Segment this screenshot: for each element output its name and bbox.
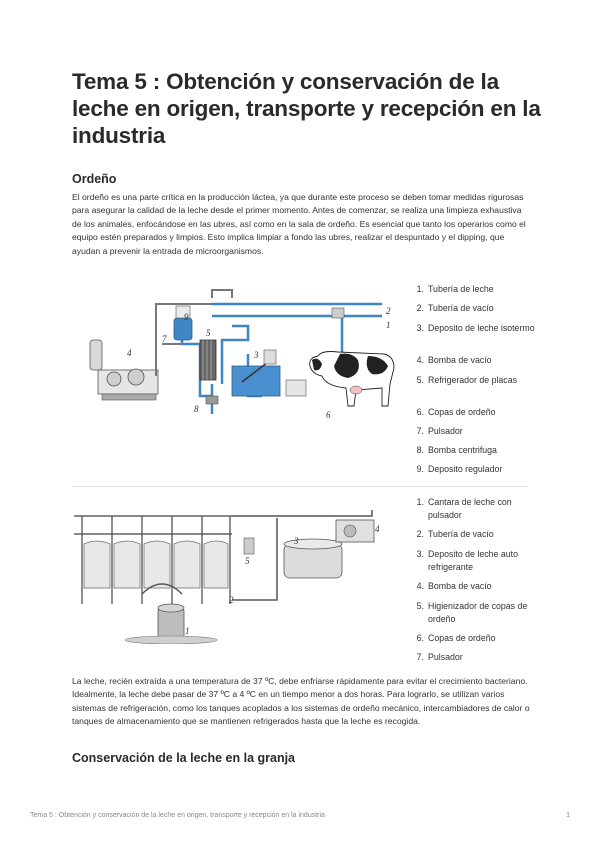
legend-item: 2. Tubería de vacío	[416, 529, 494, 539]
legend-item: 3. Deposito de leche isotermo	[416, 323, 535, 333]
diagram2-label-5: 5	[245, 556, 250, 566]
diagram1-label-4: 4	[127, 348, 132, 358]
milking-system-diagram	[72, 284, 397, 424]
paragraph-refrigeration: La leche, recién extraída a una temperatura de 37 ºC, debe enfriarse rápidamente para evitar el crecimiento bacteriano. Idealmente, la leche debe pasar de 37 ºC a 4 ºC en un tiempo menor a dos horas. Para lograrlo, se utilizan varios sistemas de refrigeración, como los tanques acoplados a los sistemas de ordeño mecánico, intercambiadores de calor o tanques de almacenamiento que se mantienen refrigerados hasta que la leche es recogida.	[72, 676, 530, 727]
footer-title: Tema 5 : Obtención y conservación de la leche en origen, transporte y recepción en la industria	[30, 812, 325, 819]
plate-cooler	[200, 340, 216, 380]
vacuum-pump-2	[336, 520, 374, 542]
cow-illustration	[310, 352, 394, 407]
legend-item: 7. Pulsador	[416, 426, 463, 436]
section-heading-ordeno: Ordeño	[72, 172, 117, 186]
diagram1-label-9: 9	[184, 312, 189, 322]
diagram1-label-5: 5	[206, 328, 211, 338]
legend-item: 6. Copas de ordeño	[416, 407, 496, 417]
legend-item: 6. Copas de ordeño	[416, 633, 496, 643]
legend-item: 1. Cantara de leche con pulsador	[416, 497, 512, 520]
diagram1-label-3: 3	[254, 350, 259, 360]
legend-item: 4. Bomba de vacío	[416, 581, 492, 591]
legend-item: 5. Refrigerador de placas	[416, 375, 517, 385]
figure2-legend	[410, 496, 540, 671]
paragraph-ordeno: El ordeño es una parte crítica en la producción láctea, ya que durante este proceso se deben tomar medidas rigurosas para asegurar la calidad de la leche desde el primer momento. Antes de comenzar, se realiza una limpieza exhaustiva de los animales, enfocándose en las ubres, así como en la sala de ordeño. Es esencial que tanto los operarios como el equipo estén preparados y limpios. Esto implica limpiar a fondo las ubres, realizar el despuntado y el dipping, que ayudan a prevenir la entrada de microorganismos.	[72, 192, 526, 256]
legend-item: 4. Bomba de vacío	[416, 355, 492, 365]
legend-item: 5. Higienizador de copas de ordeño	[416, 601, 528, 624]
regulator-tank	[174, 306, 192, 340]
legend-item: 1. Tubería de leche	[416, 284, 494, 294]
diagram2-label-3: 3	[294, 536, 299, 546]
diagram1-label-7: 7	[162, 334, 167, 344]
legend-item: 7. Pulsador	[416, 652, 463, 662]
milk-can-with-pulsator	[125, 604, 217, 644]
section-heading-conservacion: Conservación de la leche en la granja	[72, 751, 296, 765]
diagram1-label-6: 6	[326, 410, 331, 420]
legend-item: 9. Deposito regulador	[416, 464, 503, 474]
page-footer	[30, 812, 570, 819]
cow-rumps	[84, 541, 228, 588]
figure1-legend	[410, 284, 540, 483]
pulsator	[332, 308, 344, 318]
diagram1-label-8: 8	[194, 404, 199, 414]
vacuum-pump-unit	[90, 340, 158, 400]
diagram2-label-1: 1	[185, 626, 190, 636]
legend-item: 8. Bomba centrifuga	[416, 445, 497, 455]
centrifugal-pump	[206, 396, 218, 404]
isothermal-milk-tank	[232, 350, 306, 396]
diagram1-label-2: 2	[386, 306, 391, 316]
legend-item: 2. Tubería de vacío	[416, 303, 494, 313]
page-number: 1	[566, 812, 570, 819]
teatcup-sanitizer	[244, 538, 254, 554]
section-divider	[72, 486, 528, 487]
self-refrigerated-tank	[284, 539, 342, 578]
legend-item: 3. Deposito de leche auto refrigerante	[416, 549, 518, 572]
diagram1-label-1: 1	[386, 320, 391, 330]
diagram2-label-4: 4	[375, 524, 380, 534]
milking-parlour-diagram	[72, 504, 392, 644]
page-title: Tema 5 : Obtención y conservación de la leche en origen, transporte y recepción en la industria	[72, 69, 541, 148]
diagram2-label-2: 2	[229, 595, 234, 605]
